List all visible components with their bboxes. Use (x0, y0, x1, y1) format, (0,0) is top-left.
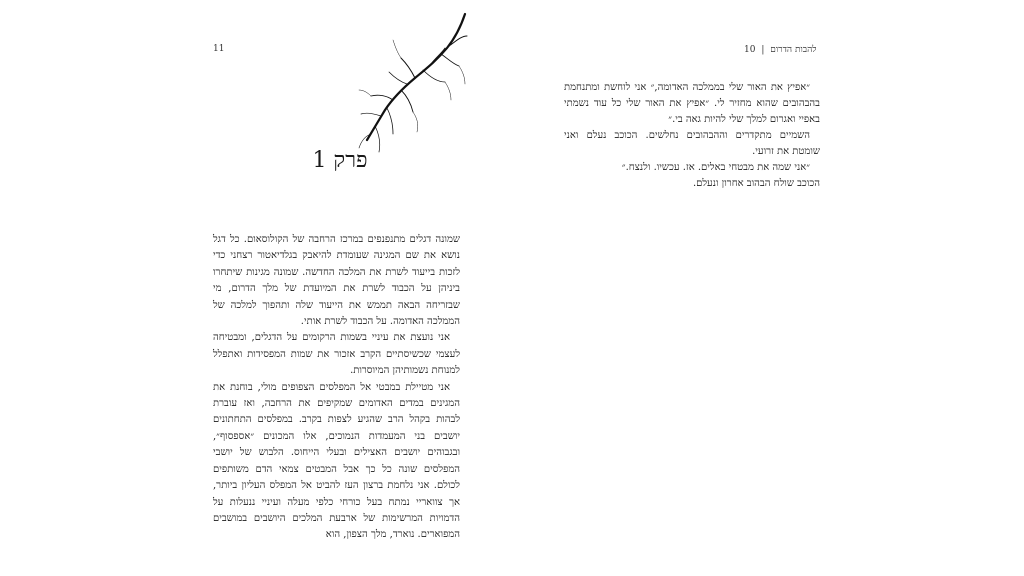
page-number-right: 10 (744, 45, 756, 55)
left-body-text (213, 232, 460, 544)
paragraph: הכוכב שולח הבהוב אחרון ונעלם. (692, 178, 820, 189)
right-page (512, 0, 1024, 576)
paragraph: אני נועצת את עיניי בשמות הרקומים על הדגלים, ומבטיחה לעצמי שכשיסתיים הקרב אזכור את שמות המפסידות ואתפלל למנוחת נשמותיהן המיוסרות. (213, 332, 460, 377)
paragraph: ״אני שמה את מבטחי באלים. אז. עכשיו. ולנצח.״ (621, 162, 810, 173)
paragraph: ״אפיץ את האור שלי בממלכה האדומה,״ אני לוחשת ומתנחמת בהבהובים שהוא מחזיר לי. ״אפיץ את האור שלי כל עוד נשמתי באפיי ואגרום למלך שלי להיות גאה בי.״ (564, 82, 820, 125)
tree-branch-illustration (357, 12, 469, 156)
running-header-title: להבות הדרום (770, 45, 817, 55)
right-body-text (564, 80, 820, 192)
paragraph: השמיים מתקדרים וההבהובים נחלשים. הכוכב נעלם ואני שומטת את זרועי. (564, 130, 820, 157)
header-separator: | (761, 45, 765, 55)
chapter-title: פרק 1 (312, 148, 368, 173)
paragraph: שמונה דגלים מתנפנפים במרכז הרחבה של הקולוסאום. כל דגל נושא את שם המגינה שעומדת להיאבק בגלדיאטור רצחני כדי לזכות בייעוד לשרת את המלכה החדשה. שמונה מגינות שיתחרו ביניהן על הכבוד לשרת את המיועדת של מלך הדרום, מי שבזריחה הבאה תממש את הייעוד שלה ותהפוך למלכה של הממלכה האדומה. על הכבוד לשרת אותי. (213, 234, 460, 328)
running-header (744, 44, 824, 55)
paragraph: אני מטיילת במבטי אל המפלסים הצפופים מולי, בוחנת את המגינים במדים האדומים שמקיפים את הרחבה, ואז עוברת לבהות בקהל הרב שהגיע לצפות בקרב. במפלסים התחתונים יושבים בני המעמדות הנמוכים, אלו המכונים ״אספסוף״, ובגבוהים יושבים האצילים ובעלי הייחוס. הלבוש של יושבי המפלסים שונה כל כך אבל המבטים צמאי הדם משותפים לכולם. אני נלחמת ברצון העז להביט אל המפלס העליון ביותר, אך צוואריי נמתח בעל כורחי כלפי מעלה ועיניי ננעלות על הדמויות המרשימות של ארבעת המלכים היושבים במושבים המפוארים. נוארד, מלך הצפון, הוא (213, 381, 460, 541)
page-number-left: 11 (213, 44, 225, 54)
